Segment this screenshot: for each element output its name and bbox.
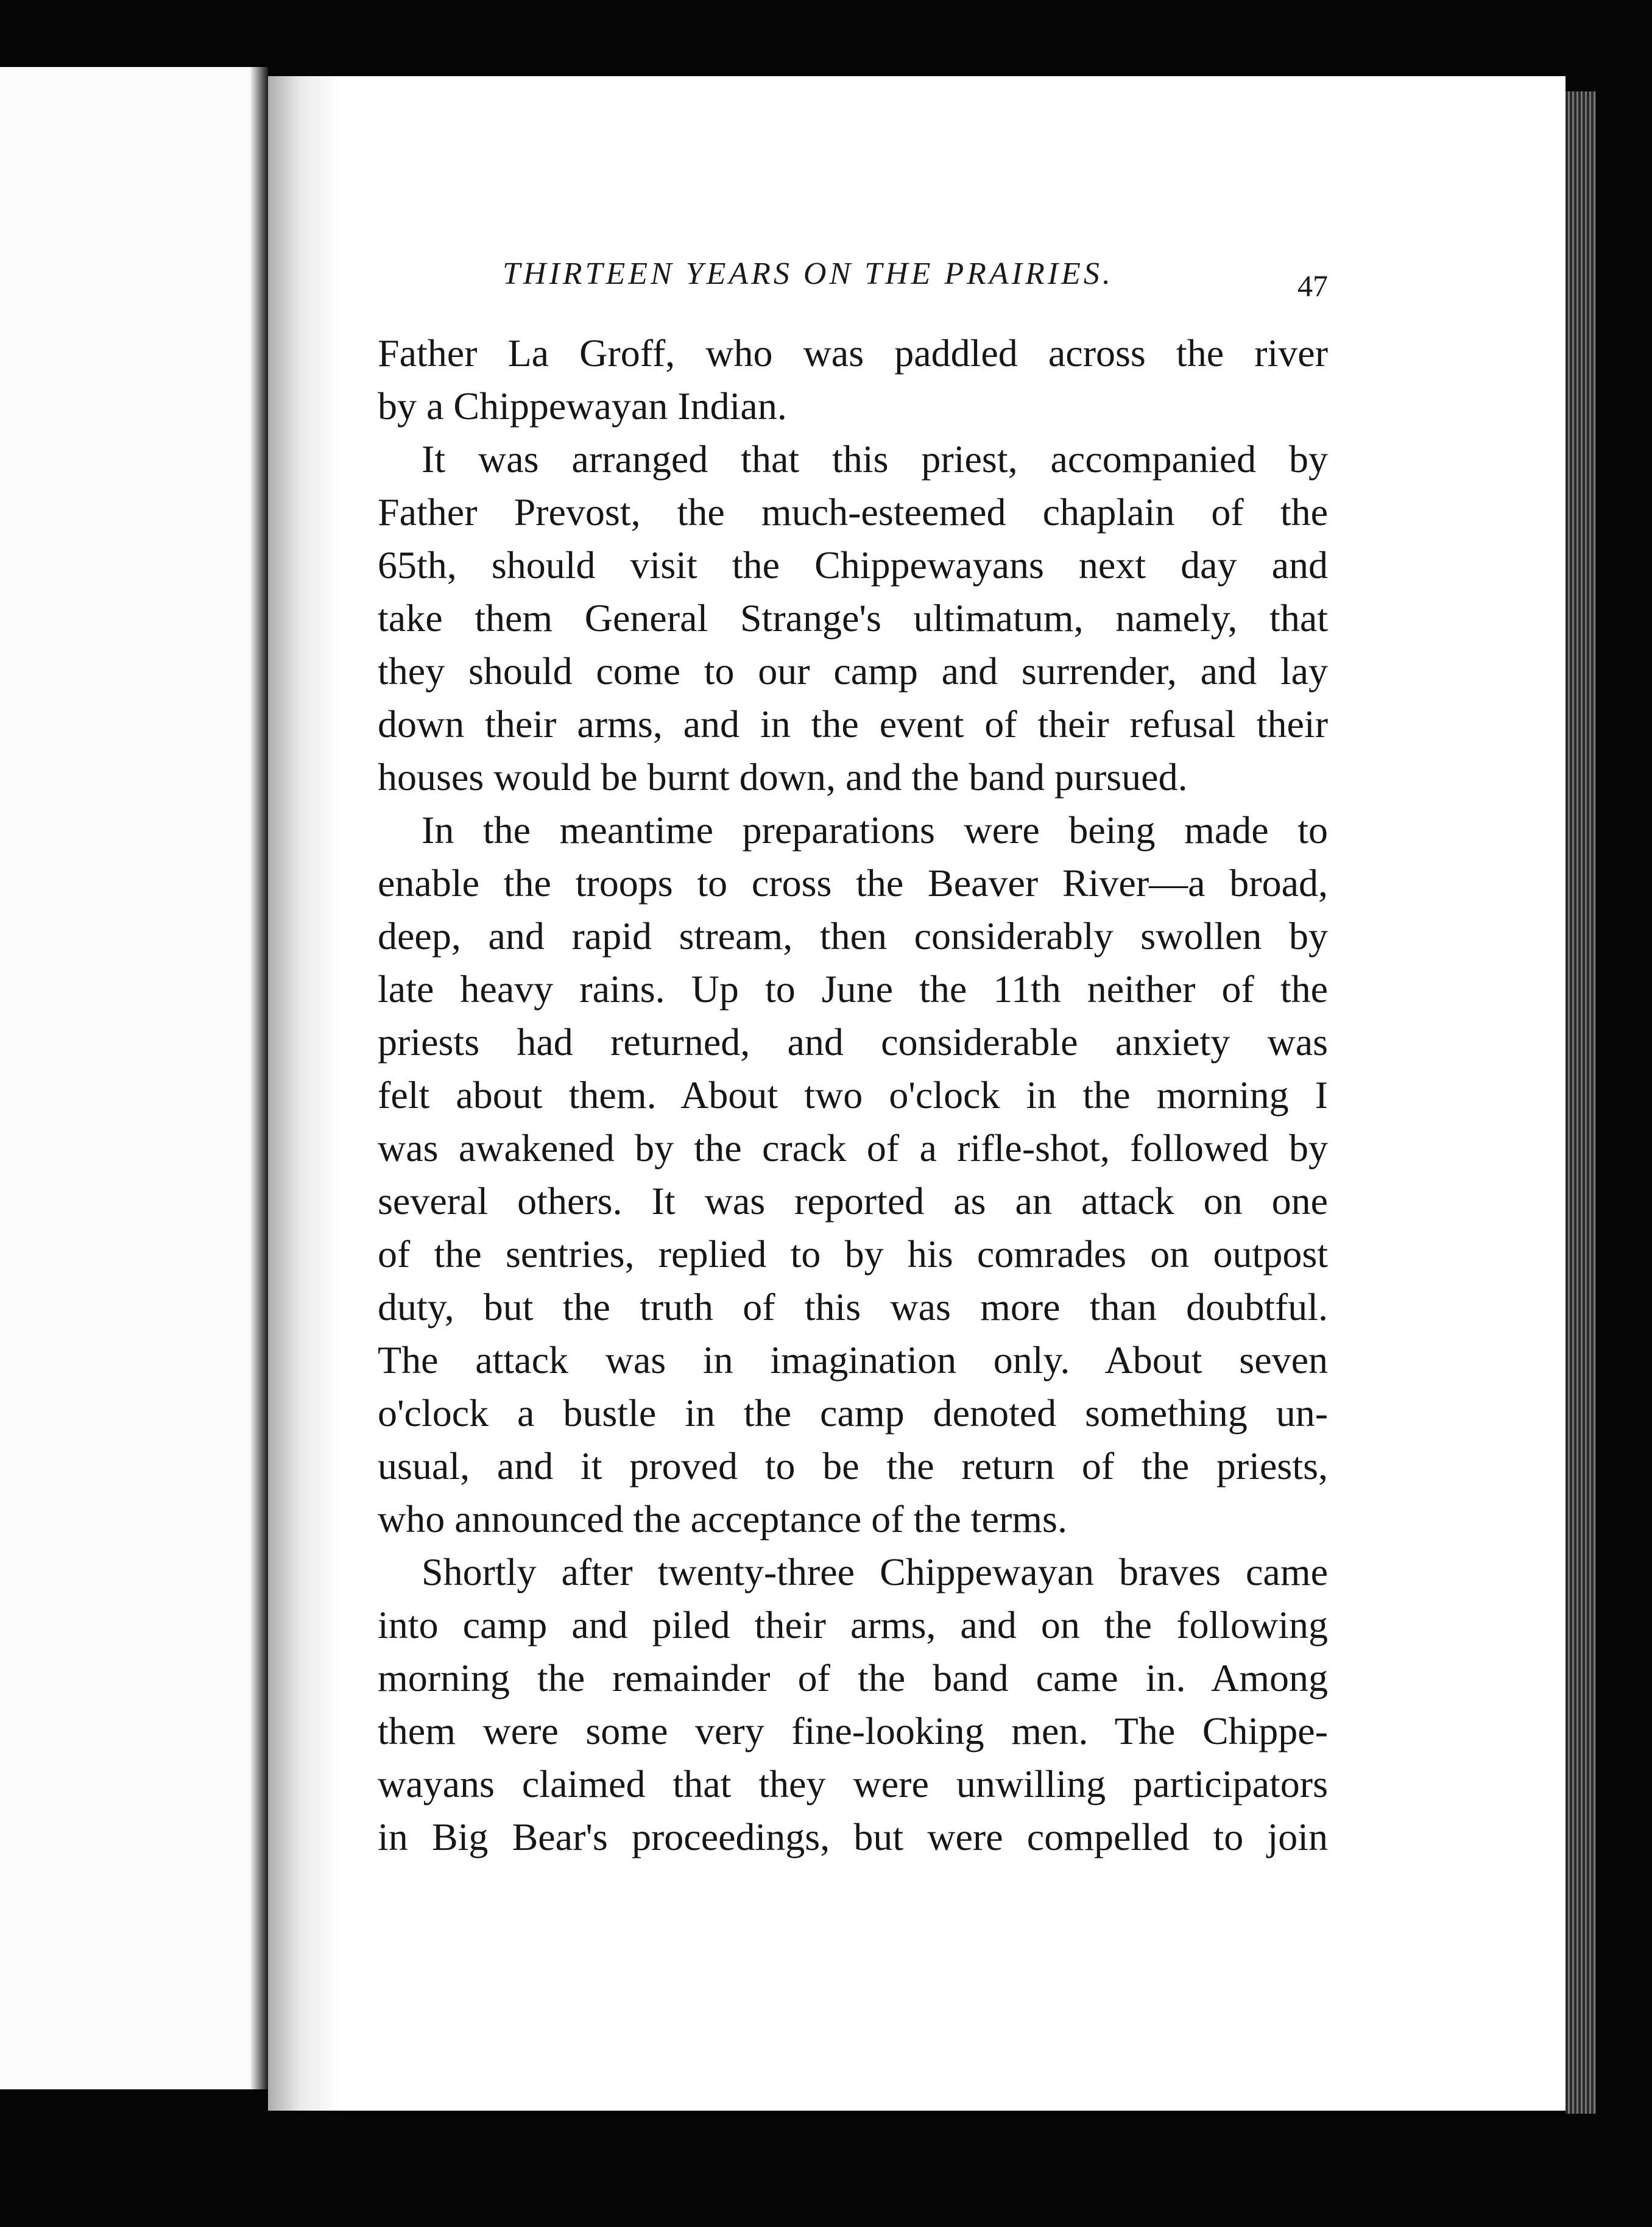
text-line: felt about them. About two o'clock in the morning I — [378, 1073, 1328, 1117]
text-line: deep, and rapid stream, then considerably swollen by — [378, 914, 1328, 958]
text-line: duty, but the truth of this was more than doubtful. — [378, 1285, 1328, 1329]
running-head: THIRTEEN YEARS ON THE PRAIRIES. — [503, 256, 1114, 291]
text-line: priests had returned, and considerable anxiety was — [378, 1020, 1328, 1064]
text-line: houses would be burnt down, and the band pursued. — [378, 755, 1188, 799]
text-line: o'clock a bustle in the camp denoted something un- — [378, 1391, 1328, 1435]
text-line: wayans claimed that they were unwilling participators — [378, 1762, 1328, 1805]
text-line: usual, and it proved to be the return of the priests, — [378, 1444, 1328, 1488]
text-line: was awakened by the crack of a rifle-shot, followed by — [378, 1126, 1328, 1170]
text-line: take them General Strange's ultimatum, namely, that — [378, 596, 1328, 640]
text-line: they should come to our camp and surrender, and lay — [378, 649, 1328, 693]
text-line: enable the troops to cross the Beaver River—a broad, — [378, 861, 1328, 905]
left-page-edge — [0, 67, 259, 2089]
text-line: late heavy rains. Up to June the 11th neither of the — [378, 967, 1328, 1011]
text-line: The attack was in imagination only. About seven — [378, 1338, 1328, 1382]
text-line: into camp and piled their arms, and on the following — [378, 1603, 1328, 1646]
text-line: morning the remainder of the band came in. Among — [378, 1656, 1328, 1699]
page-number: 47 — [1297, 269, 1328, 303]
text-line: Father Prevost, the much-esteemed chaplain of the — [378, 490, 1328, 534]
text-line: In the meantime preparations were being made to — [422, 808, 1328, 852]
text-line: of the sentries, replied to by his comrades on outpost — [378, 1232, 1328, 1276]
text-line: Father La Groff, who was paddled across the river — [378, 331, 1328, 375]
body-text — [378, 329, 1328, 1888]
text-line: several others. It was reported as an attack on one — [378, 1179, 1328, 1223]
text-line: Shortly after twenty-three Chippewayan braves came — [422, 1550, 1328, 1593]
text-line: down their arms, and in the event of their refusal their — [378, 702, 1328, 746]
text-line: who announced the acceptance of the terms. — [378, 1497, 1067, 1541]
gutter-shadow — [268, 76, 341, 2111]
book-gutter — [250, 67, 268, 2089]
text-line: It was arranged that this priest, accompanied by — [422, 437, 1328, 481]
text-line: in Big Bear's proceedings, but were compelled to join — [378, 1815, 1328, 1858]
text-line: by a Chippewayan Indian. — [378, 384, 787, 428]
text-line: 65th, should visit the Chippewayans next day and — [378, 543, 1328, 587]
page-edges — [1566, 91, 1596, 2114]
text-line: them were some very fine-looking men. The Chippe- — [378, 1709, 1328, 1752]
